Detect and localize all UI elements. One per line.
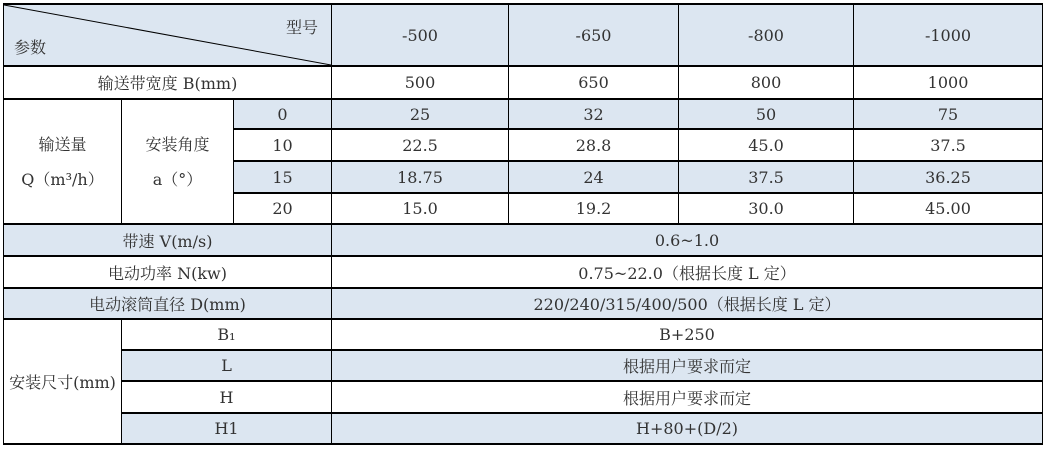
belt-width-value-cell: 650 — [509, 66, 679, 99]
capacity-label-line1: 输送量 — [38, 134, 87, 154]
capacity-value-cell: 50 — [679, 99, 854, 129]
mounting-row-name-cell: H — [122, 381, 332, 413]
capacity-value-cell: 15.0 — [332, 193, 509, 224]
belt-width-label-cell: 输送带宽度 B(mm) — [4, 66, 332, 99]
belt-width-value-cell: 500 — [332, 66, 509, 99]
capacity-value-cell: 45.00 — [854, 193, 1043, 224]
belt-speed-value-cell: 0.6~1.0 — [332, 224, 1043, 256]
mounting-row-value-cell: 根据用户要求而定 — [332, 350, 1043, 381]
motor-power-value-cell: 0.75~22.0（根据长度 L 定） — [332, 256, 1043, 288]
drum-diameter-label-cell: 电动滚筒直径 D(mm) — [4, 288, 332, 319]
model-column-header: -1000 — [854, 4, 1043, 66]
belt-width-value-cell: 1000 — [854, 66, 1043, 99]
capacity-value-cell: 28.8 — [509, 129, 679, 161]
drum-diameter-value-cell: 220/240/315/400/500（根据长度 L 定） — [332, 288, 1043, 319]
model-column-header: -500 — [332, 4, 509, 66]
capacity-value-cell: 18.75 — [332, 161, 509, 193]
mounting-row-name-cell: B₁ — [122, 319, 332, 350]
belt-width-value-cell: 800 — [679, 66, 854, 99]
capacity-value-cell: 30.0 — [679, 193, 854, 224]
model-column-header: -800 — [679, 4, 854, 66]
model-column-header: -650 — [509, 4, 679, 66]
mounting-row-value-cell: 根据用户要求而定 — [332, 381, 1043, 413]
capacity-value-cell: 36.25 — [854, 161, 1043, 193]
corner-header-cell — [4, 4, 332, 66]
mounting-row-value-cell: H+80+(D/2) — [332, 413, 1043, 444]
motor-power-label-cell: 电动功率 N(kw) — [4, 256, 332, 288]
angle-value-cell: 20 — [234, 193, 332, 224]
angle-label-cell — [122, 99, 234, 224]
mounting-row-value-cell: B+250 — [332, 319, 1043, 350]
angle-value-cell: 15 — [234, 161, 332, 193]
spec-table — [3, 3, 1043, 445]
capacity-value-cell: 25 — [332, 99, 509, 129]
capacity-value-cell: 32 — [509, 99, 679, 129]
capacity-value-cell: 37.5 — [679, 161, 854, 193]
mounting-row-name-cell: L — [122, 350, 332, 381]
capacity-value-cell: 75 — [854, 99, 1043, 129]
corner-label-model: 型号 — [286, 18, 319, 37]
mounting-label-cell: 安装尺寸(mm) — [4, 319, 122, 444]
capacity-value-cell: 19.2 — [509, 193, 679, 224]
capacity-value-cell: 45.0 — [679, 129, 854, 161]
angle-label-line1: 安装角度 — [145, 134, 210, 154]
diagonal-divider-line — [4, 5, 331, 65]
angle-value-cell: 10 — [234, 129, 332, 161]
capacity-label-line2: Q（m³/h） — [21, 169, 104, 189]
capacity-label-cell — [4, 99, 122, 224]
corner-label-parameter: 参数 — [14, 38, 47, 57]
capacity-value-cell: 22.5 — [332, 129, 509, 161]
belt-speed-label-cell: 带速 V(m/s) — [4, 224, 332, 256]
capacity-value-cell: 24 — [509, 161, 679, 193]
capacity-value-cell: 37.5 — [854, 129, 1043, 161]
mounting-row-name-cell: H1 — [122, 413, 332, 444]
angle-value-cell: 0 — [234, 99, 332, 129]
angle-label-line2: a（°） — [152, 169, 203, 189]
